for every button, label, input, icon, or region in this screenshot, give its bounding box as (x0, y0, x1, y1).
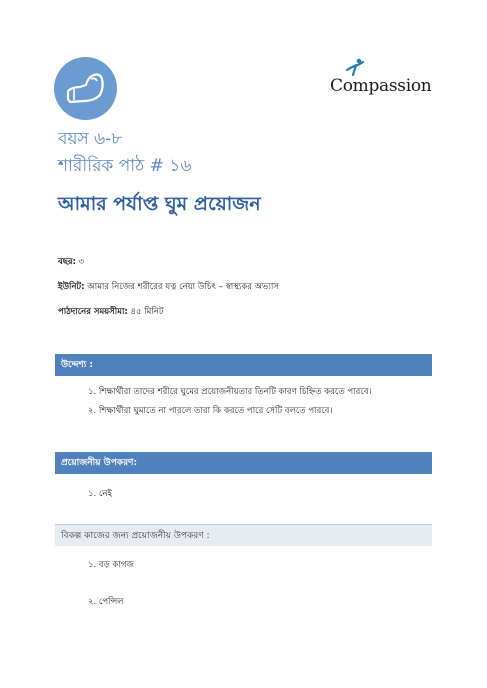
brand-name: Compassion (330, 76, 432, 96)
material-item: ১. নেই (88, 489, 112, 499)
meta-time-value: ৪৫ মিনিট (127, 307, 164, 317)
meta-time (58, 305, 164, 319)
meta-year-value: ৩ (75, 257, 85, 267)
alt-materials-heading: বিকল্প কাজের জন্য প্রয়োজনীয় উপকরণ : (55, 524, 432, 546)
alt-material-item: ১. বড় কাগজ (88, 560, 135, 570)
meta-year (58, 255, 84, 269)
age-range: বয়স ৬-৮ (58, 129, 123, 149)
objectives-heading: উদ্দেশ্য : (55, 354, 432, 376)
materials-heading: প্রয়োজনীয় উপকরণ: (55, 452, 432, 474)
alt-material-item: ২. পেন্সিল (88, 597, 124, 607)
page-title: আমার পর্যাপ্ত ঘুম প্রয়োজন (58, 193, 261, 215)
compassion-logo (330, 58, 440, 102)
leaping-figure-icon (344, 58, 366, 78)
meta-unit-value: আমার নিজের শরীরের যত্ন নেয়া উচিৎ – স্বাস্থ্যকর অভ্যাস (84, 282, 279, 292)
meta-year-label: বছর: (58, 257, 76, 267)
meta-unit-label: ইউনিট: (58, 282, 85, 292)
lesson-logo (54, 57, 117, 120)
objective-item: ২. শিক্ষার্থীরা ঘুমাতে না পারলে তারা কি করতে পারে সেটি বলতে পারবে। (88, 406, 333, 416)
meta-time-label: পাঠদানের সময়সীমা: (58, 307, 128, 317)
meta-unit (58, 280, 279, 294)
flexed-arm-icon (64, 69, 108, 107)
lesson-number: শারীরিক পাঠ # ১৬ (58, 156, 192, 176)
objective-item: ১. শিক্ষার্থীরা তাদের শরীরে ঘুমের প্রয়োজনীয়তার তিনটি কারণ চিহ্নিত করতে পারবে। (88, 387, 372, 397)
